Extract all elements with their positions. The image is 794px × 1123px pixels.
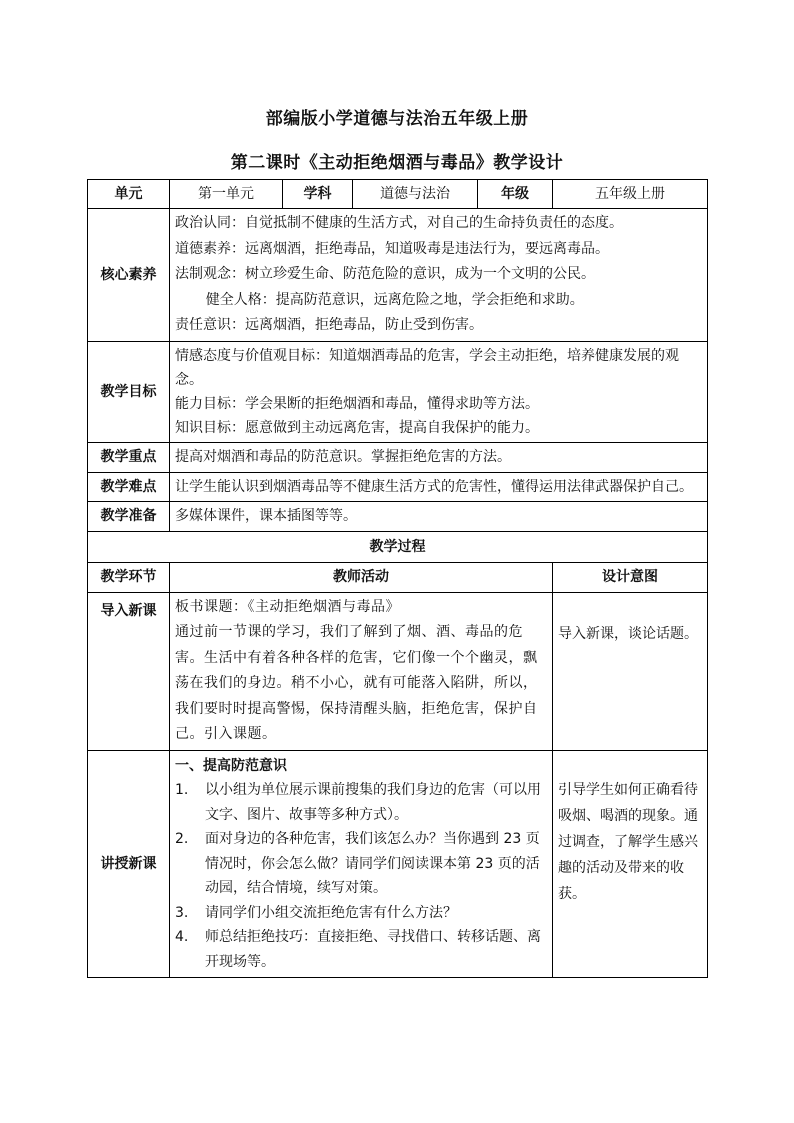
document-title: 部编版小学道德与法治五年级上册 bbox=[265, 109, 529, 129]
header-row bbox=[88, 180, 708, 209]
newlesson-label: 讲授新课 bbox=[88, 750, 170, 978]
intro-text: 通过前一节课的学习，我们了解到了烟、酒、毒品的危害。生活中有着各种各样的危害，它们像一个个幽灵，飘荡在我们的身边。稍不小心，就有可能落入陷阱，所以，我们要时时提高警惕，保持清醒头脑，拒绝危害，保护自己。引入课题。 bbox=[175, 624, 538, 742]
step-item bbox=[175, 901, 547, 926]
step-item bbox=[175, 827, 547, 901]
process-columns-row bbox=[88, 562, 708, 592]
core-line: 道德素养：远离烟酒，拒绝毒品，知道吸毒是违法行为，要远离毒品。 bbox=[175, 240, 609, 257]
key-text: 提高对烟酒和毒品的防范意识。掌握拒绝危害的方法。 bbox=[170, 442, 708, 472]
step-text: 请同学们小组交流拒绝危害有什么方法？ bbox=[205, 904, 457, 921]
step-item bbox=[175, 778, 547, 827]
step-item bbox=[175, 925, 547, 974]
step-number: 3. bbox=[175, 904, 189, 921]
process-heading-row bbox=[88, 531, 708, 562]
prep-row bbox=[88, 501, 708, 531]
core-line: 政治认同：自觉抵制不健康的生活方式，对自己的生命持负责任的态度。 bbox=[175, 215, 623, 231]
goal-line: 能力目标：学会果断的拒绝烟酒和毒品，懂得求助等方法。 bbox=[175, 395, 539, 412]
step-text: 师总结拒绝技巧：直接拒绝、寻找借口、转移话题、离开现场等。 bbox=[205, 929, 541, 970]
step-text: 以小组为单位展示课前搜集的我们身边的危害（可以用文字、图片、故事等多种方式）。 bbox=[205, 782, 541, 823]
key-row bbox=[88, 442, 708, 472]
difficult-text: 让学生能认识到烟酒毒品等不健康生活方式的危害性，懂得运用法律武器保护自己。 bbox=[170, 472, 708, 501]
unit-label: 单元 bbox=[88, 180, 170, 209]
lesson-title: 第二课时《主动拒绝烟酒与毒品》教学设计 bbox=[230, 153, 564, 173]
step-number: 2. bbox=[175, 831, 189, 847]
lesson-plan-table bbox=[87, 179, 708, 978]
col-teacher: 教师活动 bbox=[170, 562, 553, 592]
core-line: 法制观念：树立珍爱生命、防范危险的意识，成为一个文明的公民。 bbox=[175, 266, 595, 282]
subject-value: 道德与法治 bbox=[353, 180, 478, 209]
goals-label: 教学目标 bbox=[88, 341, 170, 442]
intro-row bbox=[88, 592, 708, 750]
section-heading: 一、提高防范意识 bbox=[175, 757, 287, 774]
step-number: 1. bbox=[175, 782, 189, 798]
goal-line: 情感态度与价值观目标：知道烟酒毒品的危害，学会主动拒绝，培养健康发展的观念。 bbox=[175, 347, 679, 388]
difficult-row bbox=[88, 472, 708, 501]
core-line: 责任意识：远离烟酒，拒绝毒品，防止受到伤害。 bbox=[175, 317, 483, 333]
goals-row bbox=[88, 341, 708, 442]
col-intent: 设计意图 bbox=[553, 562, 708, 592]
goals-content bbox=[170, 341, 708, 442]
core-label: 核心素养 bbox=[88, 209, 170, 342]
intro-board: 板书课题：《主动拒绝烟酒与毒品》 bbox=[175, 598, 400, 615]
grade-label: 年级 bbox=[478, 180, 553, 209]
difficult-label: 教学难点 bbox=[88, 472, 170, 501]
intro-label: 导入新课 bbox=[88, 592, 170, 750]
prep-label: 教学准备 bbox=[88, 501, 170, 531]
unit-value: 第一单元 bbox=[170, 180, 283, 209]
subject-label: 学科 bbox=[283, 180, 353, 209]
core-row bbox=[88, 209, 708, 342]
process-heading: 教学过程 bbox=[88, 531, 708, 562]
col-stage: 教学环节 bbox=[88, 562, 170, 592]
key-label: 教学重点 bbox=[88, 442, 170, 472]
prep-text: 多媒体课件，课本插图等等。 bbox=[170, 501, 708, 531]
intro-content bbox=[170, 592, 553, 750]
newlesson-content bbox=[170, 750, 553, 978]
newlesson-intent: 引导学生如何正确看待吸烟、喝酒的现象。通过调查，了解学生感兴趣的活动及带来的收获。 bbox=[553, 750, 708, 978]
newlesson-row bbox=[88, 750, 708, 978]
intro-intent: 导入新课，谈论话题。 bbox=[553, 592, 708, 750]
grade-value: 五年级上册 bbox=[553, 180, 708, 209]
step-text: 面对身边的各种危害，我们该怎么办？当你遇到 23 页情况时，你会怎么做？请同学们阅读课本第 23 页的活动园，结合情境，续写对策。 bbox=[205, 831, 540, 896]
goal-line: 知识目标：愿意做到主动远离危害，提高自我保护的能力。 bbox=[175, 419, 539, 436]
core-content bbox=[170, 209, 708, 342]
step-number: 4. bbox=[175, 929, 189, 945]
core-line: 健全人格：提高防范意识，远离危险之地，学会拒绝和求助。 bbox=[205, 291, 584, 308]
